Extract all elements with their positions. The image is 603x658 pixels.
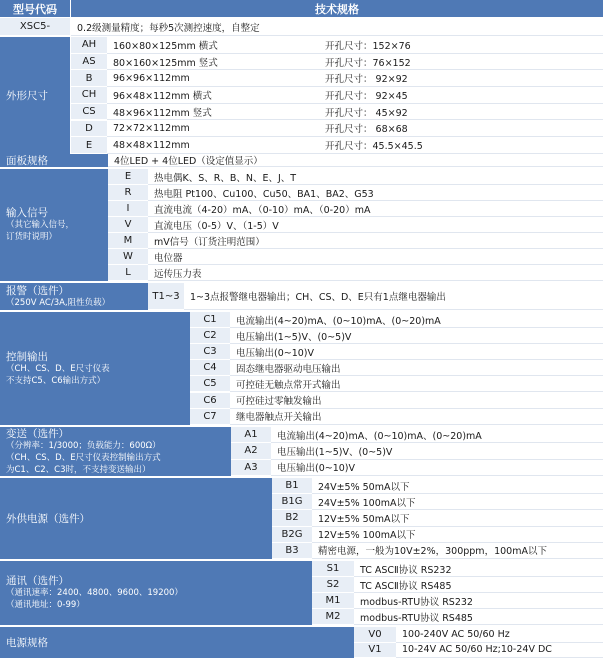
spec-desc: 10-24V AC 50/60 Hz;10-24V DC [396, 643, 603, 658]
spec-code: A1 [231, 427, 271, 443]
spec-desc: 固态继电器驱动电压输出 [230, 360, 603, 376]
spec-code: V [108, 217, 148, 233]
spec-desc: TC ASCⅡ协议 RS485 [354, 577, 603, 593]
dimension-text: 72×72×112mm [113, 122, 190, 134]
panel-title: 面板规格 [6, 154, 48, 167]
spec-code: M2 [312, 609, 354, 625]
comm-section-label [0, 561, 312, 625]
spec-desc: 直流电流（4-20）mA、（0-10）mA、（0-20）mA [148, 201, 603, 217]
model-desc: 0.2级测量精度；每秒5次测控速度，自整定 [71, 18, 603, 36]
spec-code: S1 [312, 561, 354, 577]
dimension-text: 48×96×112mm 竖式 [113, 107, 212, 119]
transmit-note-3: 为C1、C2、C3时，不支持变送输出） [6, 464, 151, 475]
header-model-code: 型号代码 [0, 0, 70, 17]
spec-code: B3 [272, 543, 312, 559]
header-tech-spec: 技术规格 [71, 0, 603, 17]
cutout-text: 开孔尺寸：76×152 [325, 57, 411, 69]
transmit-title: 变送（选件） [6, 427, 69, 440]
control-title: 控制输出 [6, 350, 48, 363]
spec-code: CS [71, 104, 107, 121]
spec-code: V0 [354, 627, 396, 643]
dimension-text: 96×48×112mm 横式 [113, 90, 212, 102]
spec-code: B [71, 70, 107, 87]
spec-code: M1 [312, 593, 354, 609]
panel-section-label [0, 154, 108, 167]
dimension-text: 160×80×125mm 横式 [113, 40, 218, 52]
spec-desc: 电压输出(1~5)V、(0~5)V [271, 443, 603, 459]
spec-code: B1 [272, 478, 312, 494]
spec-code: C2 [190, 328, 230, 344]
spec-desc: 电流输出(4~20)mA、(0~10)mA、(0~20)mA [271, 427, 603, 443]
spec-code: AS [71, 54, 107, 71]
spec-desc: 热电偶K、S、R、B、N、E、J、T [148, 169, 603, 185]
comm-title: 通讯（选件） [6, 575, 69, 587]
comm-note-2: （通讯地址：0-99） [6, 600, 85, 610]
spec-code: L [108, 265, 148, 281]
spec-desc: 可控硅过零触发输出 [230, 393, 603, 409]
spec-desc: 24V±5% 50mA以下 [312, 478, 603, 494]
control-note-2: 不支持C5、C6输出方式） [6, 375, 106, 386]
spec-desc [107, 54, 603, 71]
power-section-label [0, 627, 354, 658]
spec-code: M [108, 233, 148, 249]
spec-desc: 远传压力表 [148, 265, 603, 281]
spec-code: B1G [272, 494, 312, 510]
spec-desc [107, 121, 603, 138]
spec-desc: 电流输出(4~20)mA、(0~10)mA、(0~20)mA [230, 312, 603, 328]
spec-code: S2 [312, 577, 354, 593]
spec-code: AH [71, 37, 107, 54]
spec-desc: 电位器 [148, 249, 603, 265]
input-section-label [0, 169, 108, 281]
transmit-note-2: （CH、CS、D、E尺寸仪表控制输出方式 [6, 452, 161, 463]
spec-code: CH [71, 87, 107, 104]
spec-desc: 直流电压（0-5）V、（1-5）V [148, 217, 603, 233]
spec-desc [107, 70, 603, 87]
spec-desc: mV信号（订货注明范围） [148, 233, 603, 249]
spec-code: R [108, 185, 148, 201]
spec-desc: 12V±5% 100mA以下 [312, 527, 603, 543]
input-note-1: （其它输入信号， [6, 220, 75, 230]
spec-desc: 24V±5% 100mA以下 [312, 494, 603, 510]
spec-desc: 可控硅无触点常开式输出 [230, 376, 603, 392]
alarm-note: （250V AC/3A,阻性负载） [6, 297, 111, 308]
spec-code: C5 [190, 376, 230, 392]
cutout-text: 开孔尺寸： 45×92 [325, 107, 408, 119]
spec-desc [107, 87, 603, 104]
spec-code: C4 [190, 360, 230, 376]
spec-code: D [71, 121, 107, 138]
spec-code: B2 [272, 510, 312, 526]
spec-desc: 继电器触点开关输出 [230, 409, 603, 425]
cutout-text: 开孔尺寸：152×76 [325, 40, 411, 52]
spec-code: A2 [231, 443, 271, 459]
alarm-code: T1~3 [148, 283, 184, 310]
spec-code: C7 [190, 409, 230, 425]
supply-section-label [0, 478, 272, 559]
spec-desc: modbus-RTU协议 RS485 [354, 609, 603, 625]
spec-desc: 电压输出(0~10)V [230, 344, 603, 360]
alarm-section-label [0, 283, 148, 310]
spec-desc: 12V±5% 50mA以下 [312, 510, 603, 526]
spec-code: C1 [190, 312, 230, 328]
spec-desc: 电压输出(1~5)V、(0~5)V [230, 328, 603, 344]
spec-desc: TC ASCⅡ协议 RS232 [354, 561, 603, 577]
spec-desc: 100-240V AC 50/60 Hz [396, 627, 603, 643]
spec-desc [107, 104, 603, 121]
spec-code: W [108, 249, 148, 265]
size-section-label [0, 37, 70, 154]
spec-desc: 电压输出(0~10)V [271, 460, 603, 476]
spec-code: B2G [272, 527, 312, 543]
input-title: 输入信号 [6, 207, 48, 219]
spec-code: C3 [190, 344, 230, 360]
spec-desc [107, 137, 603, 154]
control-note-1: （CH、CS、D、E尺寸仪表 [6, 363, 110, 374]
cutout-text: 开孔尺寸： 68×68 [325, 124, 408, 136]
cutout-text: 开孔尺寸： 92×45 [325, 90, 408, 102]
spec-desc: modbus-RTU协议 RS232 [354, 593, 603, 609]
transmit-section-label [0, 427, 231, 476]
spec-code: C6 [190, 393, 230, 409]
model-code: XSC5- [0, 18, 70, 36]
cutout-text: 开孔尺寸：45.5×45.5 [325, 141, 423, 153]
spec-desc [107, 37, 603, 54]
power-title: 电源规格 [6, 636, 48, 649]
spec-code: V1 [354, 643, 396, 658]
spec-code: I [108, 201, 148, 217]
cutout-text: 开孔尺寸： 92×92 [325, 74, 408, 86]
supply-title: 外供电源（选件） [6, 512, 90, 525]
spec-code: E [108, 169, 148, 185]
spec-desc: 热电阻 Pt100、Cu100、Cu50、BA1、BA2、G53 [148, 185, 603, 201]
spec-code: A3 [231, 460, 271, 476]
size-title: 外形尺寸 [6, 89, 48, 102]
dimension-text: 48×48×112mm [113, 139, 190, 151]
spec-code: E [71, 137, 107, 154]
input-note-2: 订货时说明） [6, 232, 58, 242]
control-section-label [0, 312, 190, 425]
comm-note-1: （通讯速率：2400、4800、9600、19200） [6, 588, 183, 598]
dimension-text: 80×160×125mm 竖式 [113, 57, 218, 69]
alarm-title: 报警（选件） [6, 284, 69, 297]
transmit-note-1: （分辨率：1/3000；负载能力：600Ω） [6, 440, 161, 451]
panel-desc: 4位LED + 4位LED（设定值显示） [108, 154, 603, 167]
spec-desc: 精密电源，一般为10V±2%，300ppm，100mA以下 [312, 543, 603, 559]
dimension-text: 96×96×112mm [113, 72, 190, 84]
alarm-desc: 1~3点报警继电器输出；CH、CS、D、E只有1点继电器输出 [184, 283, 603, 310]
